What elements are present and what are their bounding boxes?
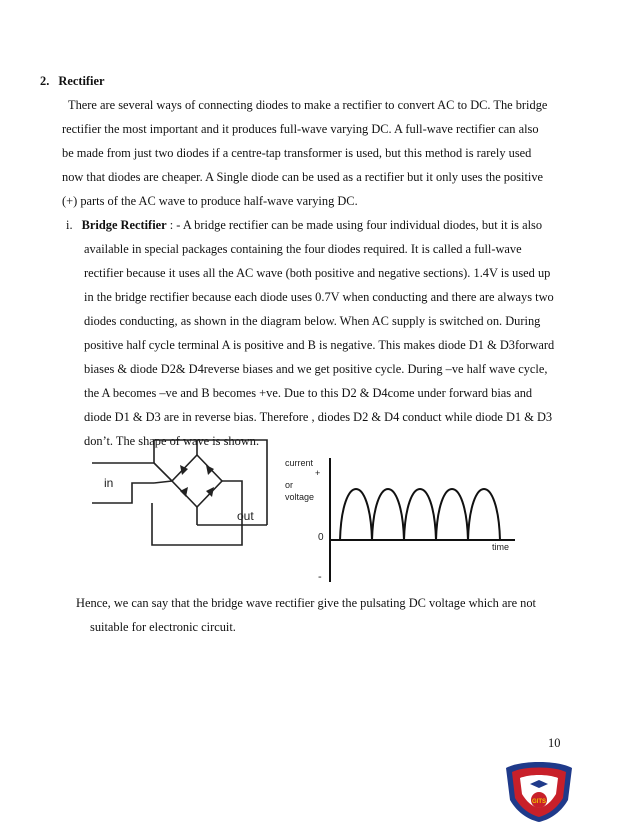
waveform-label-voltage: voltage (285, 492, 315, 502)
circuit-in-label: in (104, 476, 114, 490)
subsection-line: in the bridge rectifier because each diode uses 0.7V when conducting and there are always two (84, 290, 554, 304)
subsection-marker: i. (66, 218, 73, 232)
institute-logo (500, 760, 578, 822)
subsection-line: rectifier because it uses all the AC wave (both positive and negative sections). 1.4V is used up (84, 266, 551, 280)
subsection-line: diodes conducting, as shown in the diagram below. When AC supply is switched on. During (84, 314, 541, 328)
circuit-out-label: out (237, 509, 254, 523)
logo-text: GITS (531, 799, 547, 805)
waveform-label-current: current (285, 458, 314, 468)
waveform-label-plus: + (315, 468, 321, 478)
subsection-line: available in special packages containing the four diodes required. It is called a full-wave (84, 242, 522, 256)
subsection-line: biases & diode D2& D4reverse biases and we get positive cycle. During –ve half wave cycle, (84, 362, 548, 376)
subsection-line: the A becomes –ve and B becomes +ve. Due to this D2 & D4come under forward bias and (84, 386, 533, 400)
subsection-line: positive half cycle terminal A is positive and B is negative. This makes diode D1 & D3forward (84, 338, 555, 352)
intro-line: now that diodes are cheaper. A Single diode can be used as a rectifier but it only uses the positive (62, 170, 544, 184)
page-number: 10 (548, 736, 561, 750)
waveform-label-or: or (285, 480, 294, 490)
waveform-hump (372, 489, 404, 540)
waveform-hump (436, 489, 468, 540)
waveform-minus-label: - (318, 571, 322, 583)
waveform-diagram (280, 452, 520, 587)
waveform-hump (468, 489, 500, 540)
intro-line: There are several ways of connecting diodes to make a rectifier to convert AC to DC. The bridge (68, 98, 548, 112)
waveform-zero-label: 0 (318, 532, 324, 543)
waveform-hump (340, 489, 372, 540)
subsection-first-line-text: : - A bridge rectifier can be made using four individual diodes, but it is also (166, 218, 543, 232)
subsection-line: diode D1 & D3 are in reverse bias. Therefore , diodes D2 & D4 conduct while diode D1 & D3 (84, 410, 553, 424)
intro-line: be made from just two diodes if a centre-tap transformer is used, but this method is rarely used (62, 146, 532, 160)
subsection-first-line (66, 217, 542, 233)
conclusion-line: suitable for electronic circuit. (90, 620, 236, 634)
subsection-line: don’t. The shape of wave is shown. (84, 434, 260, 448)
conclusion-line: Hence, we can say that the bridge wave rectifier give the pulsating DC voltage which are not (76, 596, 537, 610)
subsection-title: Bridge Rectifier (81, 218, 167, 232)
intro-line: rectifier the most important and it produces full-wave varying DC. A full-wave rectifier can also (62, 122, 539, 136)
waveform-hump (404, 489, 436, 540)
bridge-rectifier-circuit (92, 425, 277, 570)
section-number: 2. (40, 74, 50, 88)
section-title: Rectifier (58, 74, 105, 88)
waveform-time-label: time (492, 542, 510, 552)
section-heading (40, 73, 105, 89)
intro-line: (+) parts of the AC wave to produce half-wave varying DC. (62, 194, 358, 208)
